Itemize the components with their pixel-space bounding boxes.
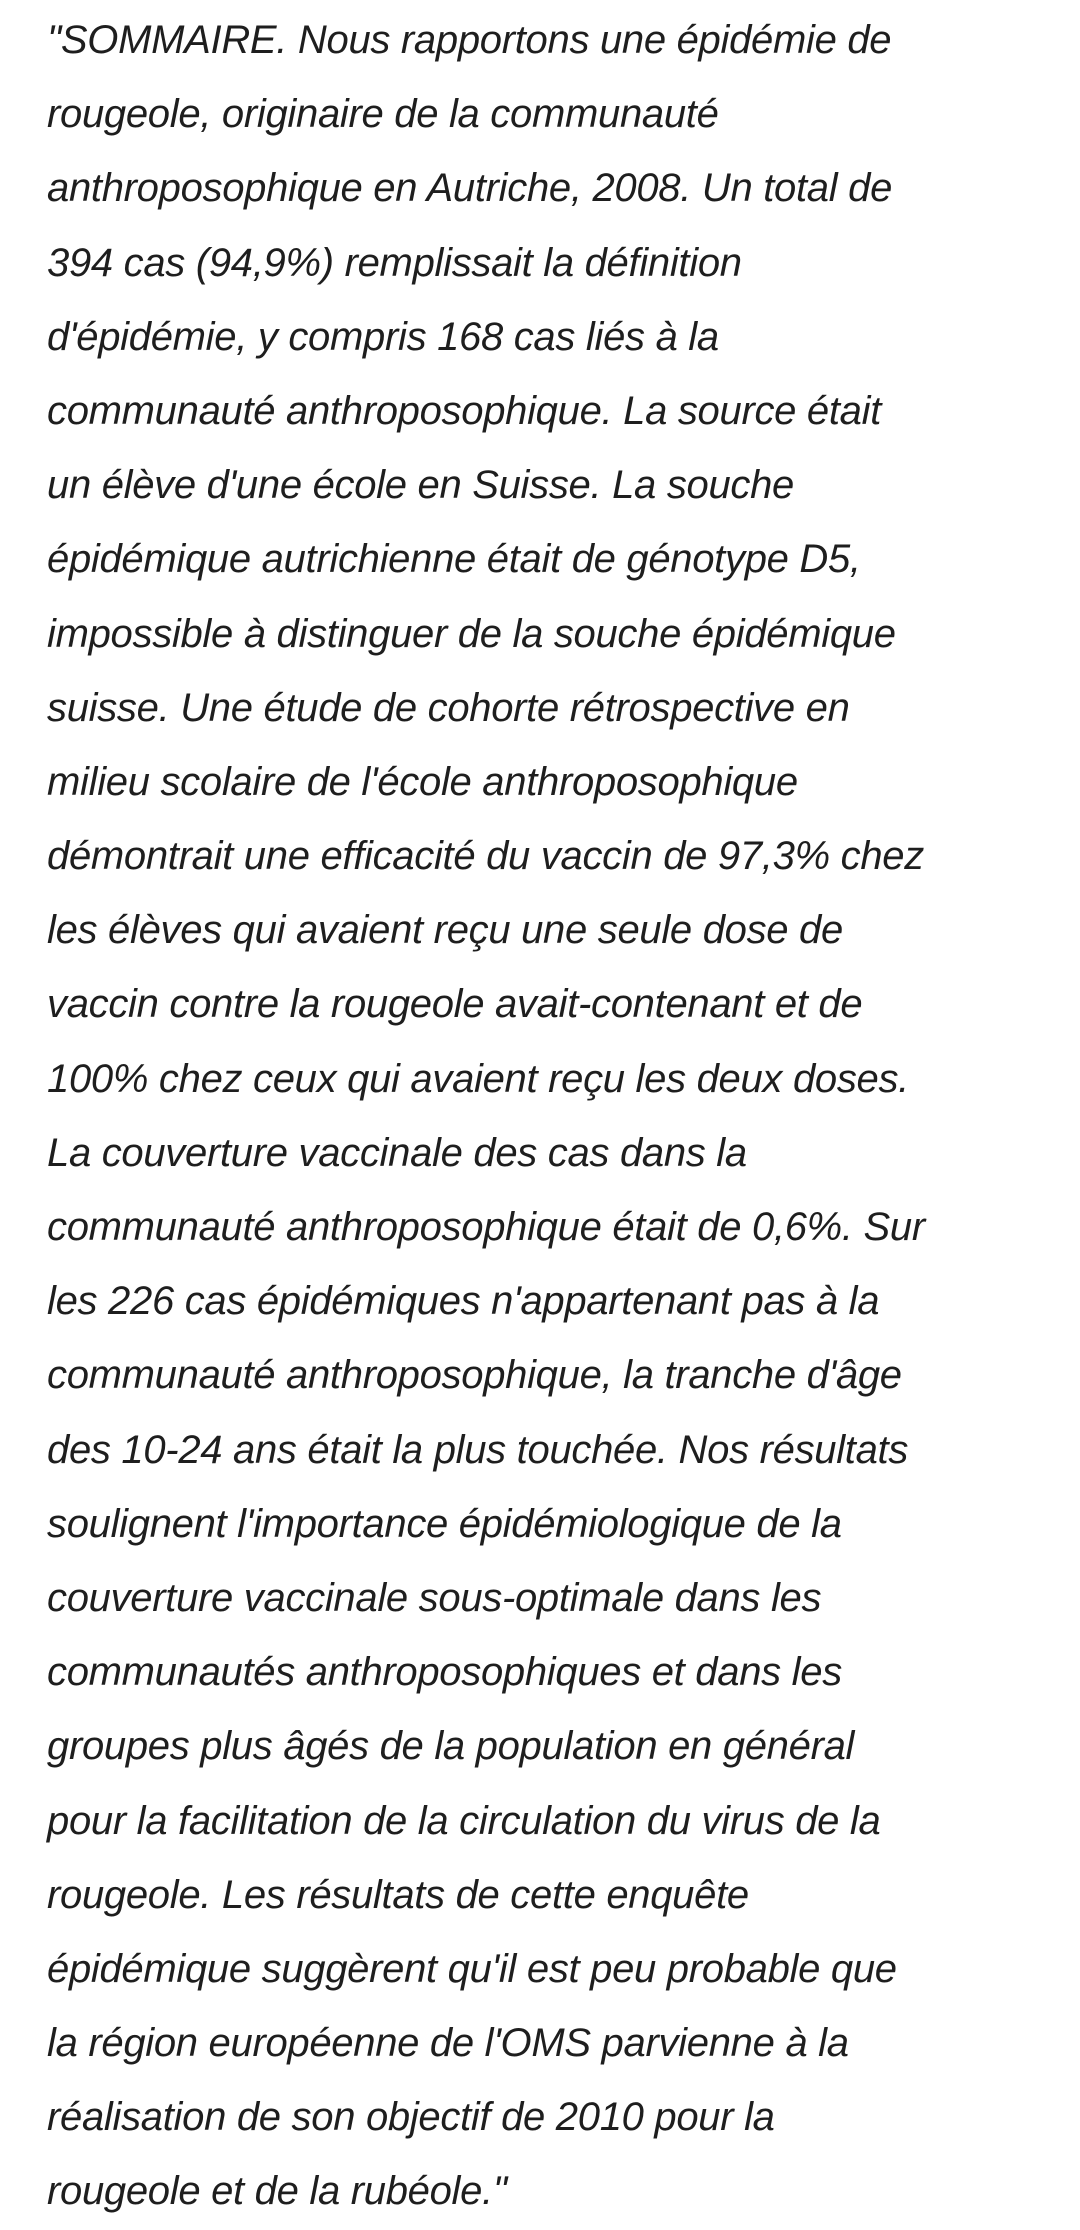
summary-line: communauté anthroposophique, la tranche d'âge xyxy=(47,1353,902,1398)
summary-line: pour la facilitation de la circulation du virus de la xyxy=(47,1798,881,1843)
summary-line: d'épidémie, y compris 168 cas liés à la xyxy=(47,314,719,359)
summary-line: 100% chez ceux qui avaient reçu les deux doses. xyxy=(47,1056,909,1101)
summary-line: couverture vaccinale sous-optimale dans les xyxy=(47,1575,822,1620)
summary-line: rougeole et de la rubéole." xyxy=(47,2169,507,2214)
summary-line: "SOMMAIRE. Nous rapportons une épidémie de xyxy=(47,18,892,62)
summary-line: les élèves qui avaient reçu une seule dose de xyxy=(47,908,843,953)
summary-line: la région européenne de l'OMS parvienne à la xyxy=(47,2021,849,2066)
summary-line: communauté anthroposophique. La source était xyxy=(47,388,882,433)
summary-line: les 226 cas épidémiques n'appartenant pas à la xyxy=(47,1279,880,1324)
summary-line: épidémique autrichienne était de génotype D5, xyxy=(47,537,861,582)
summary-line: un élève d'une école en Suisse. La souche xyxy=(47,463,794,508)
quoted-summary xyxy=(47,0,1057,2229)
summary-line: groupes plus âgés de la population en général xyxy=(47,1724,855,1769)
summary-line: communautés anthroposophiques et dans les xyxy=(47,1650,842,1695)
summary-line: milieu scolaire de l'école anthroposophique xyxy=(47,759,798,804)
summary-line: des 10-24 ans était la plus touchée. Nos résultats xyxy=(47,1427,909,1472)
summary-line: suisse. Une étude de cohorte rétrospective en xyxy=(47,685,850,730)
summary-line: vaccin contre la rougeole avait-contenant et de xyxy=(47,982,863,1027)
summary-line: rougeole, originaire de la communauté xyxy=(47,92,719,137)
summary-line: impossible à distinguer de la souche épidémique xyxy=(47,611,896,656)
summary-line: 394 cas (94,9%) remplissait la définition xyxy=(47,240,742,285)
summary-line: anthroposophique en Autriche, 2008. Un total de xyxy=(47,166,893,211)
summary-line: La couverture vaccinale des cas dans la xyxy=(47,1130,747,1175)
summary-line: rougeole. Les résultats de cette enquête xyxy=(47,1872,749,1917)
summary-line: réalisation de son objectif de 2010 pour la xyxy=(47,2095,775,2140)
summary-line: soulignent l'importance épidémiologique de la xyxy=(47,1501,842,1546)
summary-line: démontrait une efficacité du vaccin de 97,3% chez xyxy=(47,834,924,879)
summary-line: épidémique suggèrent qu'il est peu probable que xyxy=(47,1946,897,1991)
summary-line: communauté anthroposophique était de 0,6%. Sur xyxy=(47,1205,925,1249)
